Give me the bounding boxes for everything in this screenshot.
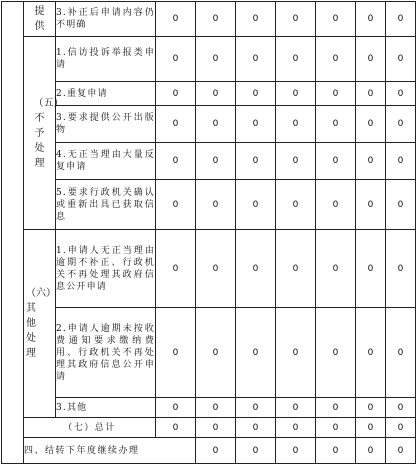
value-cell: 0: [386, 230, 416, 308]
value-cell: 0: [236, 37, 276, 82]
row-label: 5.要求行政机关确认或重新出具已获取信息: [56, 180, 156, 230]
value-cell: 0: [386, 143, 416, 180]
value-cell: 0: [316, 37, 356, 82]
table-row: [2, 438, 416, 464]
value-cell: 0: [196, 106, 236, 143]
value-cell: 0: [276, 37, 316, 82]
outer-left-column: [2, 2, 24, 464]
row-label: 3.其他: [56, 398, 156, 418]
value-cell: 0: [356, 143, 386, 180]
value-cell: 0: [386, 37, 416, 82]
value-cell: 0: [356, 230, 386, 308]
value-cell: 0: [236, 143, 276, 180]
value-cell: 0: [236, 230, 276, 308]
value-cell: 0: [316, 106, 356, 143]
value-cell: 0: [316, 180, 356, 230]
carry-over-label: 四、结转下年度继续办理: [24, 438, 196, 464]
row-label: 2.重复申请: [56, 82, 156, 106]
value-cell: 0: [356, 37, 386, 82]
value-cell: 0: [386, 2, 416, 37]
section-fragment-label: [24, 2, 56, 37]
value-cell: 0: [276, 143, 316, 180]
row-label: 1.申请人无正当理由逾期不补正、行政机关不再处理其政府信息公开申请: [56, 230, 156, 308]
value-cell: 0: [196, 82, 236, 106]
value-cell: 0: [356, 438, 386, 464]
value-cell: 0: [386, 82, 416, 106]
value-cell: 0: [236, 106, 276, 143]
value-cell: 0: [156, 2, 196, 37]
value-cell: 0: [156, 308, 196, 398]
value-cell: 0: [356, 308, 386, 398]
value-cell: 0: [196, 398, 236, 418]
value-cell: 0: [196, 2, 236, 37]
value-cell: 0: [316, 438, 356, 464]
table-row: [2, 398, 416, 418]
value-cell: 0: [236, 438, 276, 464]
value-cell: 0: [236, 418, 276, 438]
value-cell: 0: [386, 106, 416, 143]
value-cell: 0: [156, 143, 196, 180]
value-cell: 0: [156, 230, 196, 308]
value-cell: 0: [276, 230, 316, 308]
value-cell: 0: [156, 418, 196, 438]
value-cell: 0: [236, 398, 276, 418]
value-cell: 0: [196, 37, 236, 82]
value-cell: 0: [316, 308, 356, 398]
table-row: [2, 37, 416, 82]
value-cell: 0: [156, 82, 196, 106]
value-cell: 0: [276, 398, 316, 418]
value-cell: 0: [276, 438, 316, 464]
value-cell: 0: [316, 418, 356, 438]
value-cell: 0: [156, 106, 196, 143]
section5-label-text: （五）不予处理: [33, 97, 64, 169]
value-cell: 0: [386, 308, 416, 398]
value-cell: 0: [196, 143, 236, 180]
value-cell: 0: [316, 2, 356, 37]
value-cell: 0: [236, 308, 276, 398]
value-cell: 0: [316, 143, 356, 180]
value-cell: 0: [386, 398, 416, 418]
value-cell: 0: [276, 2, 316, 37]
value-cell: 0: [196, 438, 236, 464]
value-cell: 0: [156, 398, 196, 418]
value-cell: 0: [386, 418, 416, 438]
value-cell: 0: [386, 180, 416, 230]
table-row: [2, 106, 416, 143]
row-label: 2.申请人逾期未按收费通知要求缴纳费用、行政机关不再处理其政府信息公开申请: [56, 308, 156, 398]
value-cell: 0: [356, 398, 386, 418]
statistics-table: [1, 1, 416, 464]
table-row: [2, 308, 416, 398]
value-cell: 0: [356, 106, 386, 143]
value-cell: 0: [276, 308, 316, 398]
row-label: 3.要求提供公开出版物: [56, 106, 156, 143]
table-row: [2, 82, 416, 106]
value-cell: 0: [316, 398, 356, 418]
section6-label: [24, 230, 56, 418]
table-row: [2, 143, 416, 180]
table-row: [2, 418, 416, 438]
value-cell: 0: [236, 180, 276, 230]
section-fragment-text: 提供: [34, 6, 45, 32]
value-cell: 0: [356, 418, 386, 438]
value-cell: 0: [156, 180, 196, 230]
value-cell: 0: [156, 37, 196, 82]
value-cell: 0: [316, 82, 356, 106]
value-cell: 0: [386, 438, 416, 464]
section6-label-text: （六）其他处理: [26, 288, 56, 359]
value-cell: 0: [236, 82, 276, 106]
table-row: [2, 230, 416, 308]
value-cell: 0: [276, 106, 316, 143]
value-cell: 0: [196, 180, 236, 230]
table-row: [2, 2, 416, 37]
row-label: 1.信访投诉举报类申请: [56, 37, 156, 82]
value-cell: 0: [356, 180, 386, 230]
value-cell: 0: [316, 230, 356, 308]
row-label: 4.无正当理由大量反复申请: [56, 143, 156, 180]
value-cell: 0: [276, 82, 316, 106]
value-cell: 0: [196, 418, 236, 438]
value-cell: 0: [356, 82, 386, 106]
value-cell: 0: [196, 230, 236, 308]
value-cell: 0: [276, 180, 316, 230]
value-cell: 0: [236, 2, 276, 37]
value-cell: 0: [276, 418, 316, 438]
total-label: （七）总计: [24, 418, 156, 438]
value-cell: 0: [356, 2, 386, 37]
table-row: [2, 180, 416, 230]
section5-label: [24, 37, 64, 230]
value-cell: 0: [196, 308, 236, 398]
row-label: 3.补正后申请内容仍不明确: [56, 2, 156, 37]
